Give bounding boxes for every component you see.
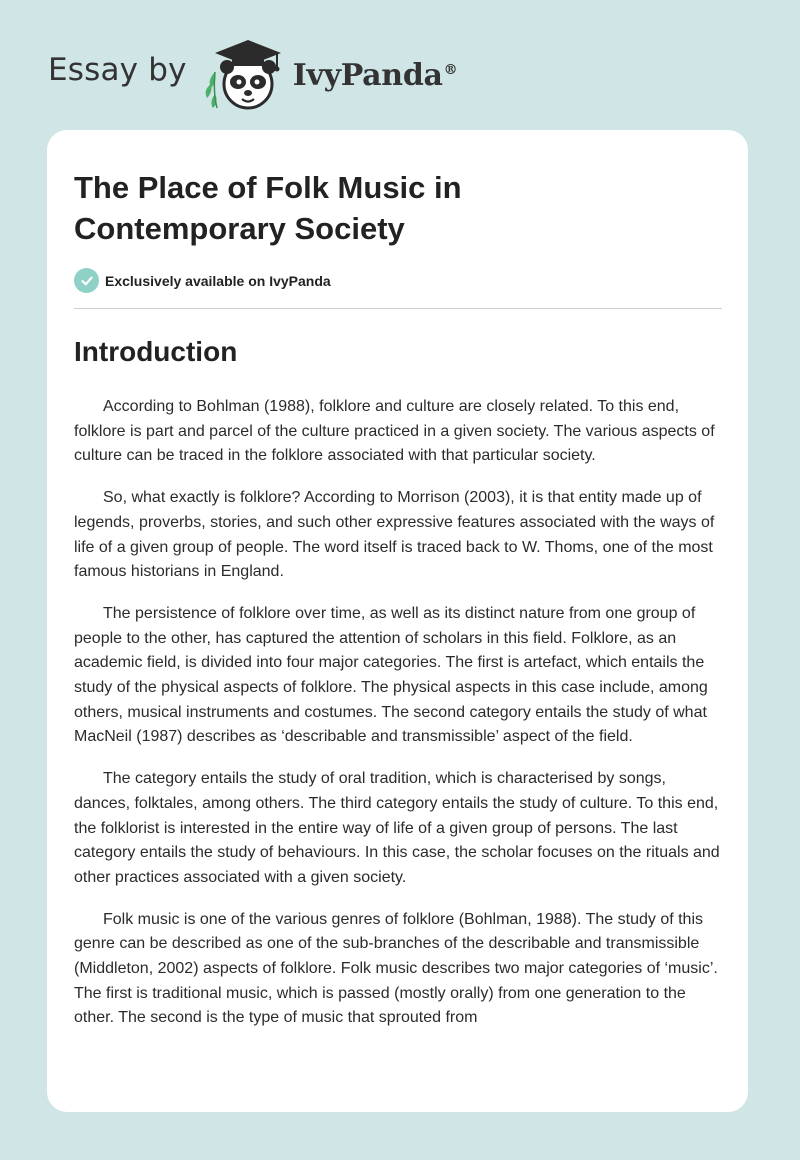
paragraph: Folk music is one of the various genres of folklore (Bohlman, 1988). The study of this genre can be described as one of the sub-branches of the describable and transmissible (Middleton, 2002) aspects of folklore. Folk music describes two major categories of ‘music’. The first is traditional music, which is passed (mostly orally) from one generation to the other. The second is the type of music that sprouted from: [74, 910, 718, 1027]
paragraph: According to Bohlman (1988), folklore and culture are closely related. To this end, folklore is part and parcel of the culture practiced in a given society. The various aspects of culture can be traced in the folklore associated with that particular society.: [74, 398, 715, 465]
exclusive-badge: [74, 268, 722, 293]
essay-card: [47, 130, 748, 1112]
paragraph: So, what exactly is folklore? According to Morrison (2003), it is that entity made up of legends, proverbs, stories, and such other expressive features associated with the ways of life of a given group of people. The word itself is traced back to W. Thoms, one of the most famous historians in England.: [74, 489, 715, 581]
divider: [74, 308, 722, 309]
exclusive-badge-label: Exclusively available on IvyPanda: [105, 272, 331, 289]
section-heading: Introduction: [74, 336, 238, 367]
brand-name: IvyPanda®: [292, 57, 458, 93]
article-body: [74, 395, 722, 1031]
essay-by-label: Essay by: [48, 52, 187, 88]
registered-mark: ®: [443, 61, 458, 78]
page-title: The Place of Folk Music in Contemporary Society: [74, 170, 462, 246]
paragraph: The category entails the study of oral tradition, which is characterised by songs, dances, folktales, among others. The third category entails the study of culture. To this end, the folklorist is interested in the entire way of life of a given group of persons. The last category entails the study of behaviours. In this case, the scholar focuses on the rituals and other practices associated with a given society.: [74, 770, 720, 886]
site-header: [48, 36, 457, 112]
paragraph: The persistence of folklore over time, as well as its distinct nature from one group of people to the other, has captured the attention of scholars in this field. Folklore, as an academic field, is divided into four major categories. The first is artefact, which entails the study of the physical aspects of folklore. The physical aspects in this case include, among others, musical instruments and costumes. The second category entails the study of what MacNeil (1987) describes as ‘describable and transmissible’ aspect of the field.: [74, 604, 708, 746]
panda-graduate-icon: [201, 36, 289, 112]
ivypanda-logo[interactable]: [201, 36, 458, 112]
check-circle-icon: [74, 268, 99, 293]
